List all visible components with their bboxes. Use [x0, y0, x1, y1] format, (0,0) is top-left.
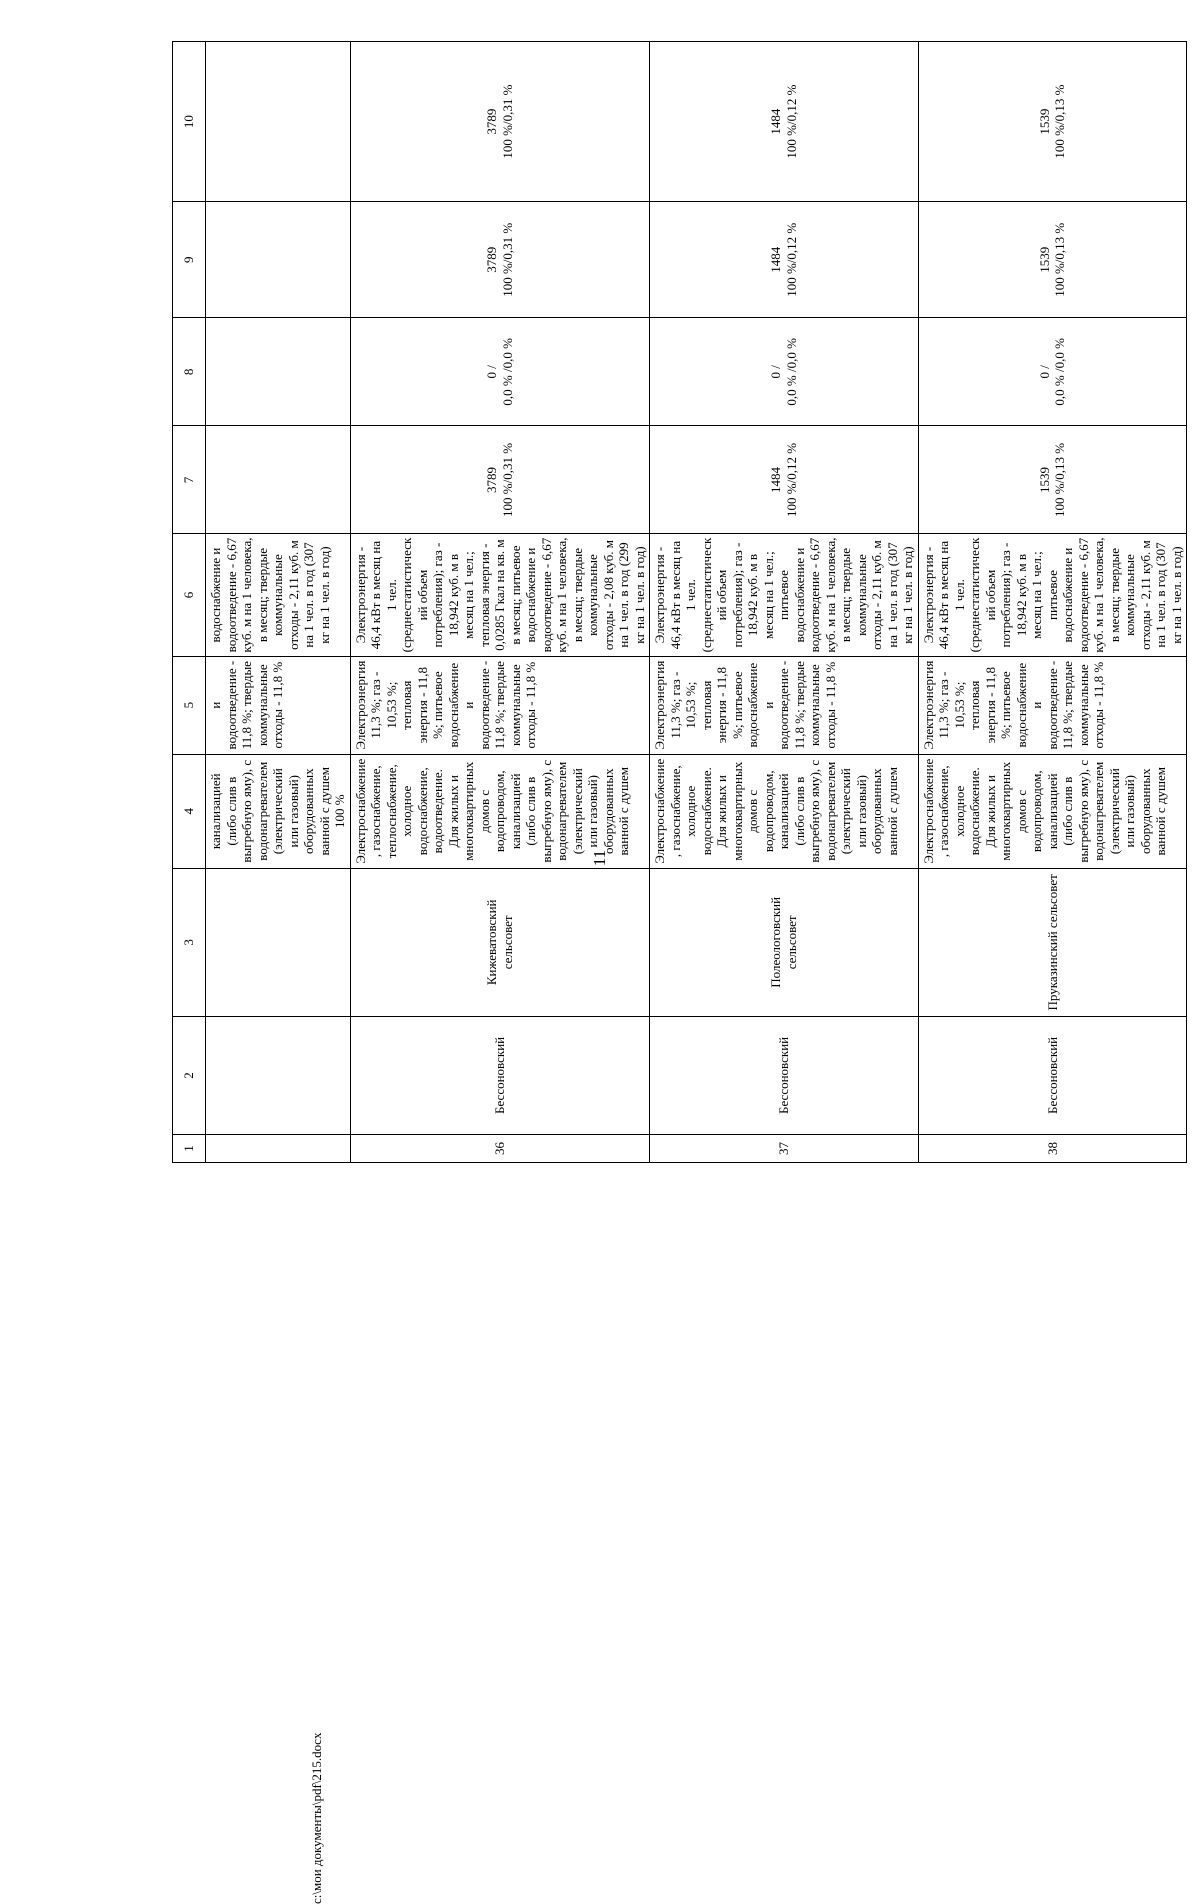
page-number: 11 — [590, 849, 609, 867]
growth-index-cell: Электроэнергия 11,3 %; газ - 10,53 %; тепловая энергия - 11,8 %; питьевое водоснабжение и водоотведение - 11,8 %; твердые коммунальные отходы - 11,8 % — [918, 656, 1187, 754]
value-cell-7: 3789 100 %/0,31 % — [350, 426, 650, 534]
column-number: 2 — [173, 1016, 206, 1134]
table-row — [650, 42, 919, 1163]
consumption-cell: Электроэнергия - 46,4 кВт в месяц на 1 чел. (среднестатистический объем потребления); газ - 18,942 куб. м в месяц на 1 чел.; питьевое водоснабжение и водоотведение - 6,67 куб. м на 1 человека, в месяц; твердые коммунальные отходы - 2,11 куб. м на 1 чел. в год (307 кг на 1 чел. в год) — [650, 534, 919, 656]
value-cell-10: 1484 100 %/0,12 % — [650, 42, 919, 202]
value-cell-9 — [206, 202, 351, 318]
value-cell-10: 1539 100 %/0,13 % — [918, 42, 1187, 202]
consumption-cell: водоснабжение и водоотведение - 6,67 куб. м на 1 человека, в месяц; твердые коммунальные отходы - 2,11 куб. м на 1 чел. в год (307 кг на 1 чел. в год) — [206, 534, 351, 656]
tariff-table — [172, 41, 1184, 1163]
district-cell: Бессоновский — [650, 1016, 919, 1134]
value-cell-10: 3789 100 %/0,31 % — [350, 42, 650, 202]
row-number-cell — [206, 1134, 351, 1162]
settlement-cell — [206, 868, 351, 1016]
district-cell: Бессоновский — [350, 1016, 650, 1134]
value-cell-7: 1484 100 %/0,12 % — [650, 426, 919, 534]
column-number: 8 — [173, 318, 206, 426]
column-number: 3 — [173, 868, 206, 1016]
value-cell-9: 3789 100 %/0,31 % — [350, 202, 650, 318]
value-cell-8: 0 / 0,0 % /0,0 % — [350, 318, 650, 426]
growth-index-cell: Электроэнергия 11,3 %; газ - 10,53 %; тепловая энергия - 11,8 %; питьевое водоснабжение и водоотведение - 11,8 %; твердые коммунальные отходы - 11,8 % — [350, 656, 650, 754]
consumption-cell: Электроэнергия - 46,4 кВт в месяц на 1 чел. (среднестатистический объем потребления); газ - 18,942 куб. м в месяц на 1 чел.; питьевое водоснабжение и водоотведение - 6,67 куб. м на 1 человека, в месяц; твердые коммунальные отходы - 2,11 куб. м на 1 чел. в год (307 кг на 1 чел. в год) — [918, 534, 1187, 656]
column-number-row — [173, 42, 206, 1163]
row-number-cell: 37 — [650, 1134, 919, 1162]
value-cell-8: 0 / 0,0 % /0,0 % — [650, 318, 919, 426]
settlement-cell: Кижеватовский сельсовет — [350, 868, 650, 1016]
value-cell-8 — [206, 318, 351, 426]
row-number-cell: 36 — [350, 1134, 650, 1162]
row-number-cell: 38 — [918, 1134, 1187, 1162]
column-number: 1 — [173, 1134, 206, 1162]
column-number: 10 — [173, 42, 206, 202]
consumption-cell: Электроэнергия - 46,4 кВт в месяц на 1 чел. (среднестатистический объем потребления); газ - 18,942 куб. м в месяц на 1 чел.; тепловая энергия - 0,0285 Гкал на кв. м в месяц; питьевое водоснабжение и водоотведение - 6,67 куб. м на 1 человека, в месяц; твердые коммунальные отходы - 2,08 куб. м на 1 чел. в год (299 кг на 1 чел. в год) — [350, 534, 650, 656]
settlement-cell: Пруказинский сельсовет — [918, 868, 1187, 1016]
services-cell: Электроснабжение, газоснабжение, холодное водоснабжение. Для жилых и многоквартирных домов с водопроводом, канализацией (либо слив в выгребную яму), с водонагревателем (электрический или газовый) оборудованных ванной с душем — [918, 754, 1187, 868]
services-cell: канализацией (либо слив в выгребную яму), с водонагревателем (электрический или газовый) оборудованных ванной с душем 100 % — [206, 754, 351, 868]
value-cell-10 — [206, 42, 351, 202]
column-number: 7 — [173, 426, 206, 534]
table-row — [350, 42, 650, 1163]
value-cell-7 — [206, 426, 351, 534]
value-cell-8: 0 / 0,0 % /0,0 % — [918, 318, 1187, 426]
settlement-cell: Полеологовский сельсовет — [650, 868, 919, 1016]
growth-index-cell: Электроэнергия 11,3 %; газ - 10,53 %; тепловая энергия - 11,8 %; питьевое водоснабжение и водоотведение - 11,8 %; твердые коммунальные отходы - 11,8 % — [650, 656, 919, 754]
footer-file-path: c:\мои документы\pdf\215.docx — [309, 1732, 324, 1904]
district-cell — [206, 1016, 351, 1134]
services-cell: Электроснабжение, газоснабжение, теплоснабжение, холодное водоснабжение, водоотведение. Для жилых и многоквартирных домов с водопроводом, канализацией (либо слив в выгребную яму), с водонагревателем (электрический или газовый) оборудованных ванной с душем — [350, 754, 650, 868]
value-cell-9: 1539 100 %/0,13 % — [918, 202, 1187, 318]
column-number: 6 — [173, 534, 206, 656]
table-row — [206, 42, 351, 1163]
growth-index-cell: и водоотведение - 11,8 %; твердые коммунальные отходы - 11,8 % — [206, 656, 351, 754]
value-cell-7: 1539 100 %/0,13 % — [918, 426, 1187, 534]
table-row — [918, 42, 1187, 1163]
column-number: 4 — [173, 754, 206, 868]
services-cell: Электроснабжение, газоснабжение, холодное водоснабжение. Для жилых и многоквартирных домов с водопроводом, канализацией (либо слив в выгребную яму), с водонагревателем (электрический или газовый) оборудованных ванной с душем — [650, 754, 919, 868]
value-cell-9: 1484 100 %/0,12 % — [650, 202, 919, 318]
district-cell: Бессоновский — [918, 1016, 1187, 1134]
column-number: 9 — [173, 202, 206, 318]
column-number: 5 — [173, 656, 206, 754]
tariff-table-area — [172, 41, 1200, 1155]
